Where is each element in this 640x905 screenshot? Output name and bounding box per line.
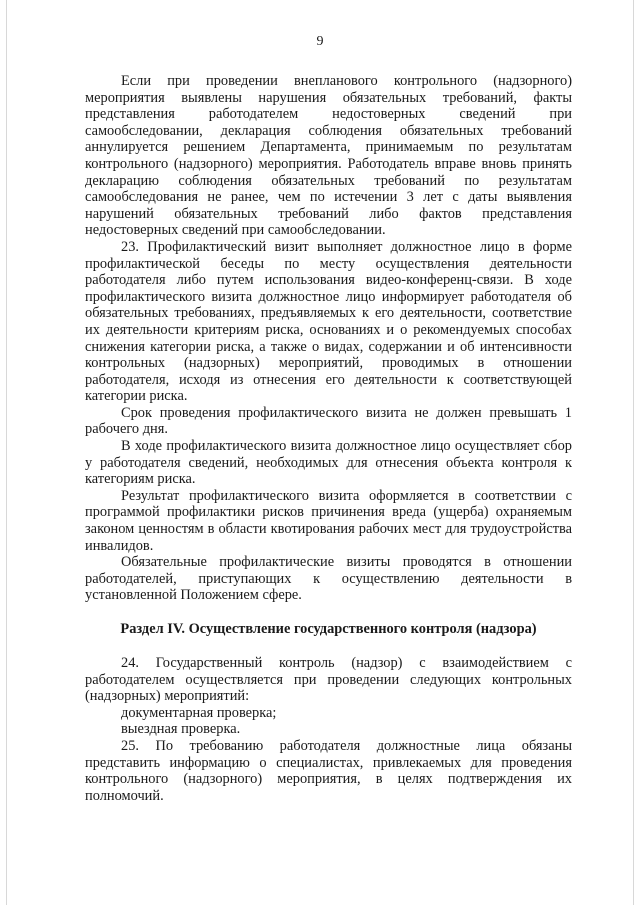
scan-edge-left	[6, 0, 7, 905]
paragraph-declaration-annulment: Если при проведении внепланового контрольного (надзорного) мероприятия выявлены нарушения обязательных требований, факты представления работодателем недостоверных сведений при самообследовании, декларация соблюдения обязательных требований аннулируется решением Департамента, принимаемым по результатам контрольного (надзорного) мероприятия. Работодатель вправе вновь принять декларацию соблюдения обязательных требований по результатам самообследования не ранее, чем по истечении 3 лет с даты выявления нарушений обязательных требований либо фактов представления недостоверных сведений при самообследовании.	[85, 73, 572, 239]
scan-edge-right	[633, 0, 634, 905]
page-number: 9	[316, 34, 324, 49]
list-item-onsite-check: выездная проверка.	[121, 721, 241, 738]
paragraph-23-preventive-visit: 23. Профилактический визит выполняет должностное лицо в форме профилактической беседы по месту осуществления деятельности работодателя либо путем использования видео-конференц-связи. В ходе профилактического визита должностное лицо информирует работодателя об обязательных требованиях, предъявляемых к его деятельности, соответствие их деятельности критериям риска, основаниях и о рекомендуемых способах снижения категории риска, а также о видах, содержании и об интенсивности контрольных (надзорных) мероприятий, проводимых в отношении работодателя, исходя из отнесения его деятельности к соответствующей категории риска.	[85, 238, 572, 405]
list-item-documentary-check: документарная проверка;	[121, 704, 277, 721]
paragraph-visit-data-collection: В ходе профилактического визита должностное лицо осуществляет сбор у работодателя сведений, необходимых для отнесения объекта контроля к категориям риска.	[85, 438, 572, 488]
document-body	[85, 73, 572, 804]
paragraph-24-state-control: 24. Государственный контроль (надзор) с взаимодействием с работодателем осуществляется при проведении следующих контрольных (надзорных) мероприятий:	[85, 655, 572, 705]
paragraph-visit-result: Результат профилактического визита оформляется в соответствии с программой профилактики рисков причинения вреда (ущерба) охраняемым законом ценностям в области квотирования рабочих мест для трудоустройства инвалидов.	[85, 487, 572, 554]
paragraph-mandatory-visits: Обязательные профилактические визиты проводятся в отношении работодателей, приступающих к осуществлению деятельности в установленной Положением сфере.	[85, 554, 572, 604]
paragraph-visit-duration: Срок проведения профилактического визита не должен превышать 1 рабочего дня.	[85, 404, 572, 438]
paragraph-25-specialists-info: 25. По требованию работодателя должностные лица обязаны представить информацию о специалистах, привлекаемых для проведения контрольного (надзорного) мероприятия, в целях подтверждения их полномочий.	[85, 737, 572, 804]
section-heading: Раздел IV. Осуществление государственного контроля (надзора)	[120, 621, 537, 637]
